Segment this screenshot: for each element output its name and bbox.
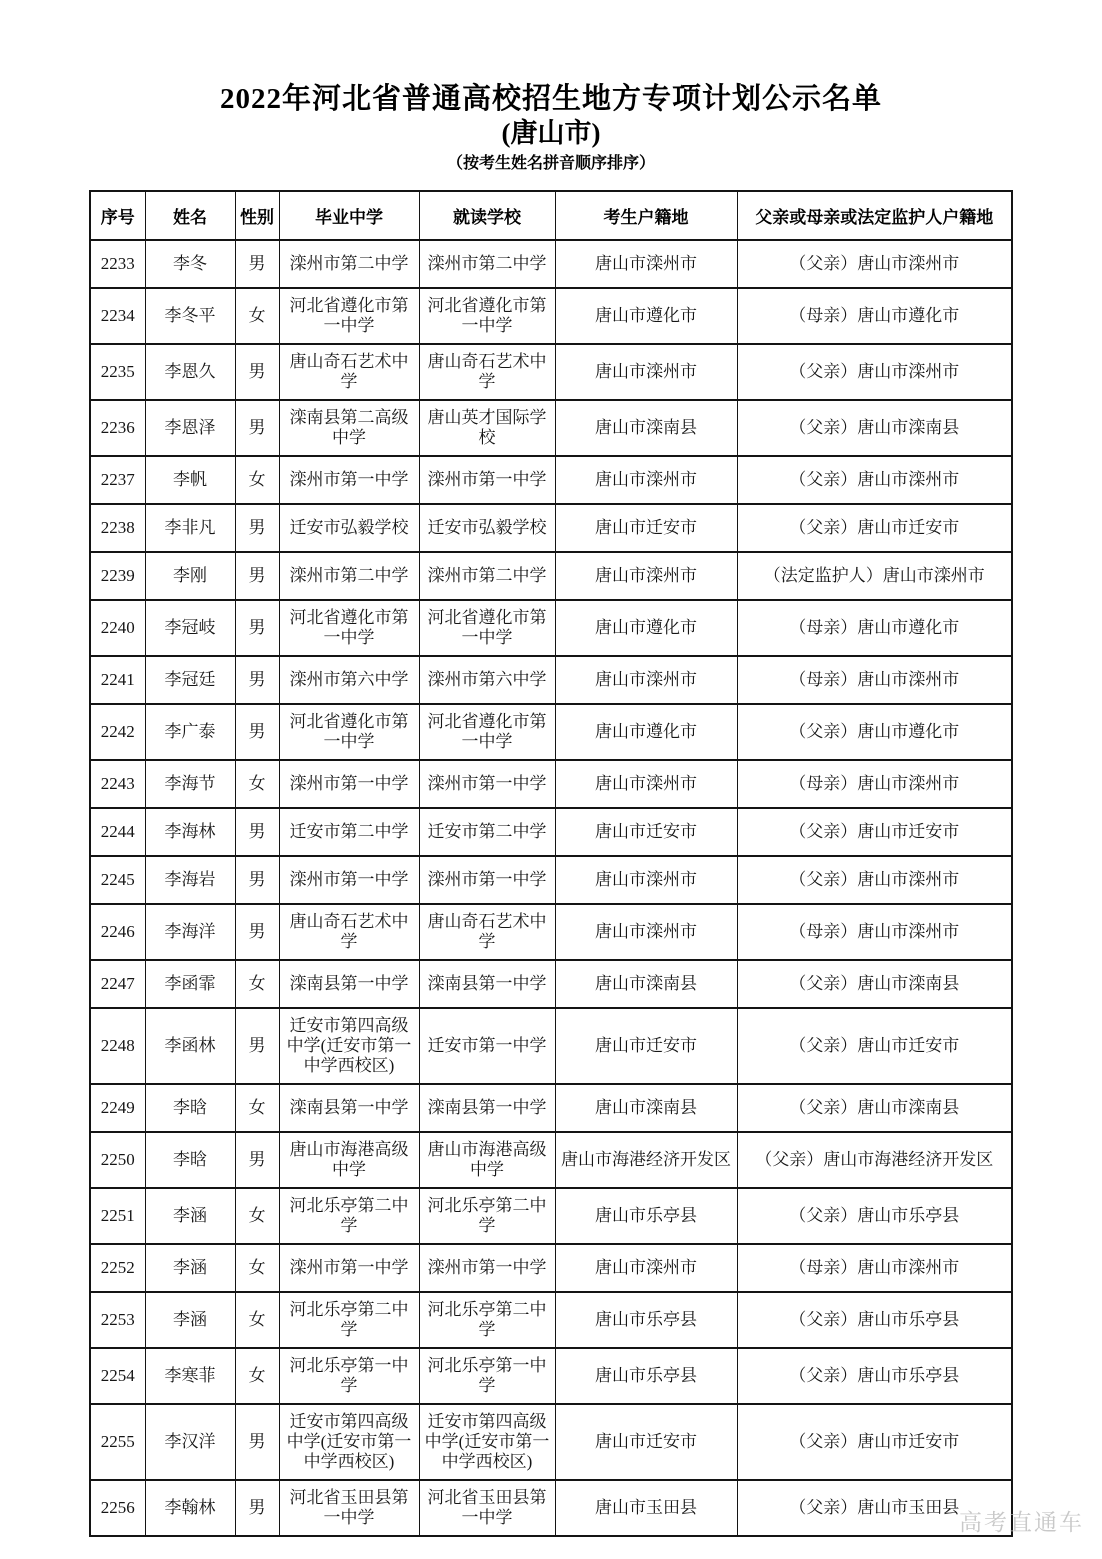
table-row (90, 344, 1012, 400)
cell-attending-school: 滦南县第一中学 (419, 1084, 555, 1132)
table-row (90, 1348, 1012, 1404)
table-row (90, 504, 1012, 552)
table-row (90, 600, 1012, 656)
cell-candidate-residence: 唐山市滦州市 (555, 552, 737, 600)
table-row (90, 808, 1012, 856)
cell-graduation-school: 滦南县第二高级中学 (279, 400, 419, 456)
cell-guardian-residence: （父亲）唐山市滦南县 (737, 400, 1012, 456)
cell-gender: 男 (235, 904, 279, 960)
cell-serial-number: 2242 (90, 704, 145, 760)
cell-graduation-school: 迁安市第四高级中学(迁安市第一中学西校区) (279, 1404, 419, 1480)
cell-attending-school: 河北乐亭第二中学 (419, 1188, 555, 1244)
table-row (90, 856, 1012, 904)
table-row (90, 1132, 1012, 1188)
cell-candidate-residence: 唐山市玉田县 (555, 1480, 737, 1536)
cell-serial-number: 2254 (90, 1348, 145, 1404)
cell-graduation-school: 滦南县第一中学 (279, 1084, 419, 1132)
cell-candidate-residence: 唐山市滦州市 (555, 856, 737, 904)
cell-name: 李涵 (145, 1292, 235, 1348)
cell-attending-school: 滦州市第一中学 (419, 1244, 555, 1292)
cell-candidate-residence: 唐山市迁安市 (555, 1404, 737, 1480)
cell-serial-number: 2233 (90, 240, 145, 288)
cell-candidate-residence: 唐山市滦南县 (555, 1084, 737, 1132)
cell-attending-school: 河北省遵化市第一中学 (419, 600, 555, 656)
cell-gender: 男 (235, 600, 279, 656)
cell-name: 李海节 (145, 760, 235, 808)
table-row (90, 960, 1012, 1008)
cell-attending-school: 滦州市第一中学 (419, 456, 555, 504)
table-row (90, 552, 1012, 600)
cell-name: 李函霏 (145, 960, 235, 1008)
cell-serial-number: 2238 (90, 504, 145, 552)
title-block (0, 0, 1102, 175)
cell-name: 李帆 (145, 456, 235, 504)
cell-serial-number: 2253 (90, 1292, 145, 1348)
cell-guardian-residence: （父亲）唐山市迁安市 (737, 1404, 1012, 1480)
cell-attending-school: 唐山英才国际学校 (419, 400, 555, 456)
cell-serial-number: 2234 (90, 288, 145, 344)
cell-attending-school: 滦州市第二中学 (419, 240, 555, 288)
table-row (90, 288, 1012, 344)
cell-serial-number: 2243 (90, 760, 145, 808)
table-body (90, 240, 1012, 1536)
column-header-1: 姓名 (145, 191, 235, 240)
cell-gender: 女 (235, 960, 279, 1008)
cell-graduation-school: 滦州市第一中学 (279, 456, 419, 504)
cell-guardian-residence: （母亲）唐山市遵化市 (737, 600, 1012, 656)
cell-graduation-school: 河北省遵化市第一中学 (279, 704, 419, 760)
cell-gender: 男 (235, 1008, 279, 1084)
cell-attending-school: 唐山奇石艺术中学 (419, 904, 555, 960)
cell-guardian-residence: （母亲）唐山市滦州市 (737, 656, 1012, 704)
cell-serial-number: 2235 (90, 344, 145, 400)
cell-guardian-residence: （父亲）唐山市乐亭县 (737, 1348, 1012, 1404)
column-header-4: 就读学校 (419, 191, 555, 240)
cell-attending-school: 河北乐亭第一中学 (419, 1348, 555, 1404)
cell-attending-school: 河北省玉田县第一中学 (419, 1480, 555, 1536)
cell-attending-school: 迁安市第二中学 (419, 808, 555, 856)
cell-name: 李涵 (145, 1244, 235, 1292)
cell-name: 李恩泽 (145, 400, 235, 456)
table-row (90, 1292, 1012, 1348)
cell-name: 李海林 (145, 808, 235, 856)
cell-gender: 女 (235, 1244, 279, 1292)
cell-serial-number: 2251 (90, 1188, 145, 1244)
cell-candidate-residence: 唐山市遵化市 (555, 288, 737, 344)
table-row (90, 456, 1012, 504)
cell-name: 李冬平 (145, 288, 235, 344)
cell-guardian-residence: （父亲）唐山市迁安市 (737, 808, 1012, 856)
cell-guardian-residence: （父亲）唐山市滦南县 (737, 960, 1012, 1008)
cell-name: 李汉洋 (145, 1404, 235, 1480)
cell-serial-number: 2250 (90, 1132, 145, 1188)
cell-attending-school: 滦南县第一中学 (419, 960, 555, 1008)
cell-attending-school: 滦州市第一中学 (419, 760, 555, 808)
cell-gender: 男 (235, 240, 279, 288)
cell-gender: 女 (235, 456, 279, 504)
page-title: 2022年河北省普通高校招生地方专项计划公示名单 (219, 83, 882, 115)
column-header-5: 考生户籍地 (555, 191, 737, 240)
cell-graduation-school: 滦州市第六中学 (279, 656, 419, 704)
cell-attending-school: 迁安市弘毅学校 (419, 504, 555, 552)
cell-gender: 男 (235, 704, 279, 760)
table-row (90, 400, 1012, 456)
table-row (90, 1084, 1012, 1132)
cell-serial-number: 2239 (90, 552, 145, 600)
cell-guardian-residence: （父亲）唐山市遵化市 (737, 704, 1012, 760)
column-header-6: 父亲或母亲或法定监护人户籍地 (737, 191, 1012, 240)
cell-serial-number: 2256 (90, 1480, 145, 1536)
cell-name: 李广泰 (145, 704, 235, 760)
cell-name: 李冬 (145, 240, 235, 288)
cell-graduation-school: 唐山市海港高级中学 (279, 1132, 419, 1188)
cell-name: 李冠岐 (145, 600, 235, 656)
table-header (90, 191, 1012, 240)
table-row (90, 704, 1012, 760)
page-subtitle-sort-note: （按考生姓名拼音顺序排序） (446, 155, 655, 172)
cell-graduation-school: 迁安市弘毅学校 (279, 504, 419, 552)
cell-gender: 女 (235, 288, 279, 344)
cell-name: 李刚 (145, 552, 235, 600)
table-row (90, 240, 1012, 288)
cell-gender: 女 (235, 760, 279, 808)
column-header-2: 性别 (235, 191, 279, 240)
cell-gender: 女 (235, 1084, 279, 1132)
cell-guardian-residence: （父亲）唐山市滦南县 (737, 1084, 1012, 1132)
table-row (90, 904, 1012, 960)
cell-gender: 女 (235, 1292, 279, 1348)
header-row (90, 191, 1012, 240)
cell-name: 李海洋 (145, 904, 235, 960)
cell-graduation-school: 唐山奇石艺术中学 (279, 344, 419, 400)
cell-gender: 男 (235, 1404, 279, 1480)
cell-candidate-residence: 唐山市滦南县 (555, 960, 737, 1008)
cell-gender: 男 (235, 552, 279, 600)
cell-candidate-residence: 唐山市遵化市 (555, 600, 737, 656)
cell-candidate-residence: 唐山市滦南县 (555, 400, 737, 456)
cell-graduation-school: 河北省遵化市第一中学 (279, 288, 419, 344)
cell-candidate-residence: 唐山市滦州市 (555, 456, 737, 504)
column-header-3: 毕业中学 (279, 191, 419, 240)
cell-name: 李冠廷 (145, 656, 235, 704)
cell-serial-number: 2240 (90, 600, 145, 656)
table-row (90, 1244, 1012, 1292)
cell-serial-number: 2247 (90, 960, 145, 1008)
roster-table (89, 190, 1013, 1537)
page-subtitle-city: (唐山市) (501, 118, 601, 148)
cell-graduation-school: 河北省玉田县第一中学 (279, 1480, 419, 1536)
cell-gender: 男 (235, 656, 279, 704)
cell-serial-number: 2244 (90, 808, 145, 856)
cell-gender: 女 (235, 1188, 279, 1244)
cell-candidate-residence: 唐山市滦州市 (555, 240, 737, 288)
cell-graduation-school: 河北乐亭第二中学 (279, 1188, 419, 1244)
cell-graduation-school: 滦州市第二中学 (279, 240, 419, 288)
cell-gender: 男 (235, 808, 279, 856)
cell-graduation-school: 滦南县第一中学 (279, 960, 419, 1008)
cell-serial-number: 2241 (90, 656, 145, 704)
cell-name: 李海岩 (145, 856, 235, 904)
cell-candidate-residence: 唐山市海港经济开发区 (555, 1132, 737, 1188)
cell-name: 李晗 (145, 1132, 235, 1188)
cell-guardian-residence: （母亲）唐山市滦州市 (737, 760, 1012, 808)
cell-guardian-residence: （父亲）唐山市乐亭县 (737, 1188, 1012, 1244)
cell-gender: 女 (235, 1348, 279, 1404)
cell-candidate-residence: 唐山市迁安市 (555, 504, 737, 552)
cell-attending-school: 滦州市第二中学 (419, 552, 555, 600)
table-row (90, 656, 1012, 704)
table-row (90, 1404, 1012, 1480)
cell-candidate-residence: 唐山市乐亭县 (555, 1188, 737, 1244)
cell-guardian-residence: （父亲）唐山市迁安市 (737, 504, 1012, 552)
cell-guardian-residence: （法定监护人）唐山市滦州市 (737, 552, 1012, 600)
cell-graduation-school: 河北乐亭第二中学 (279, 1292, 419, 1348)
cell-name: 李函林 (145, 1008, 235, 1084)
cell-name: 李涵 (145, 1188, 235, 1244)
cell-guardian-residence: （父亲）唐山市滦州市 (737, 240, 1012, 288)
cell-graduation-school: 河北乐亭第一中学 (279, 1348, 419, 1404)
table-row (90, 1188, 1012, 1244)
cell-graduation-school: 滦州市第二中学 (279, 552, 419, 600)
cell-candidate-residence: 唐山市迁安市 (555, 1008, 737, 1084)
cell-gender: 男 (235, 504, 279, 552)
cell-gender: 男 (235, 1132, 279, 1188)
cell-guardian-residence: （父亲）唐山市玉田县 (737, 1480, 1012, 1536)
cell-candidate-residence: 唐山市迁安市 (555, 808, 737, 856)
cell-name: 李寒菲 (145, 1348, 235, 1404)
table-row (90, 760, 1012, 808)
watermark: 高考直通车 (959, 1509, 1084, 1535)
cell-name: 李晗 (145, 1084, 235, 1132)
cell-guardian-residence: （母亲）唐山市滦州市 (737, 904, 1012, 960)
cell-attending-school: 唐山市海港高级中学 (419, 1132, 555, 1188)
cell-guardian-residence: （母亲）唐山市滦州市 (737, 1244, 1012, 1292)
cell-guardian-residence: （父亲）唐山市迁安市 (737, 1008, 1012, 1084)
cell-serial-number: 2255 (90, 1404, 145, 1480)
table-row (90, 1008, 1012, 1084)
cell-serial-number: 2248 (90, 1008, 145, 1084)
cell-candidate-residence: 唐山市滦州市 (555, 760, 737, 808)
cell-guardian-residence: （父亲）唐山市滦州市 (737, 456, 1012, 504)
cell-gender: 男 (235, 856, 279, 904)
cell-attending-school: 河北乐亭第二中学 (419, 1292, 555, 1348)
cell-candidate-residence: 唐山市滦州市 (555, 1244, 737, 1292)
cell-guardian-residence: （父亲）唐山市滦州市 (737, 856, 1012, 904)
cell-candidate-residence: 唐山市遵化市 (555, 704, 737, 760)
cell-graduation-school: 河北省遵化市第一中学 (279, 600, 419, 656)
cell-candidate-residence: 唐山市乐亭县 (555, 1348, 737, 1404)
cell-attending-school: 河北省遵化市第一中学 (419, 704, 555, 760)
cell-attending-school: 河北省遵化市第一中学 (419, 288, 555, 344)
cell-attending-school: 迁安市第一中学 (419, 1008, 555, 1084)
cell-attending-school: 滦州市第六中学 (419, 656, 555, 704)
cell-graduation-school: 唐山奇石艺术中学 (279, 904, 419, 960)
cell-guardian-residence: （父亲）唐山市乐亭县 (737, 1292, 1012, 1348)
cell-serial-number: 2252 (90, 1244, 145, 1292)
cell-guardian-residence: （母亲）唐山市遵化市 (737, 288, 1012, 344)
cell-graduation-school: 滦州市第一中学 (279, 856, 419, 904)
cell-graduation-school: 迁安市第四高级中学(迁安市第一中学西校区) (279, 1008, 419, 1084)
cell-serial-number: 2245 (90, 856, 145, 904)
cell-attending-school: 唐山奇石艺术中学 (419, 344, 555, 400)
cell-name: 李翰林 (145, 1480, 235, 1536)
cell-serial-number: 2246 (90, 904, 145, 960)
cell-serial-number: 2249 (90, 1084, 145, 1132)
cell-candidate-residence: 唐山市滦州市 (555, 904, 737, 960)
cell-name: 李非凡 (145, 504, 235, 552)
cell-candidate-residence: 唐山市滦州市 (555, 344, 737, 400)
cell-candidate-residence: 唐山市乐亭县 (555, 1292, 737, 1348)
column-header-0: 序号 (90, 191, 145, 240)
cell-graduation-school: 迁安市第二中学 (279, 808, 419, 856)
cell-candidate-residence: 唐山市滦州市 (555, 656, 737, 704)
table-row (90, 1480, 1012, 1536)
cell-guardian-residence: （父亲）唐山市海港经济开发区 (737, 1132, 1012, 1188)
cell-name: 李恩久 (145, 344, 235, 400)
cell-guardian-residence: （父亲）唐山市滦州市 (737, 344, 1012, 400)
cell-serial-number: 2236 (90, 400, 145, 456)
cell-attending-school: 滦州市第一中学 (419, 856, 555, 904)
cell-serial-number: 2237 (90, 456, 145, 504)
cell-gender: 男 (235, 400, 279, 456)
cell-gender: 男 (235, 344, 279, 400)
cell-graduation-school: 滦州市第一中学 (279, 760, 419, 808)
cell-graduation-school: 滦州市第一中学 (279, 1244, 419, 1292)
cell-attending-school: 迁安市第四高级中学(迁安市第一中学西校区) (419, 1404, 555, 1480)
cell-gender: 男 (235, 1480, 279, 1536)
